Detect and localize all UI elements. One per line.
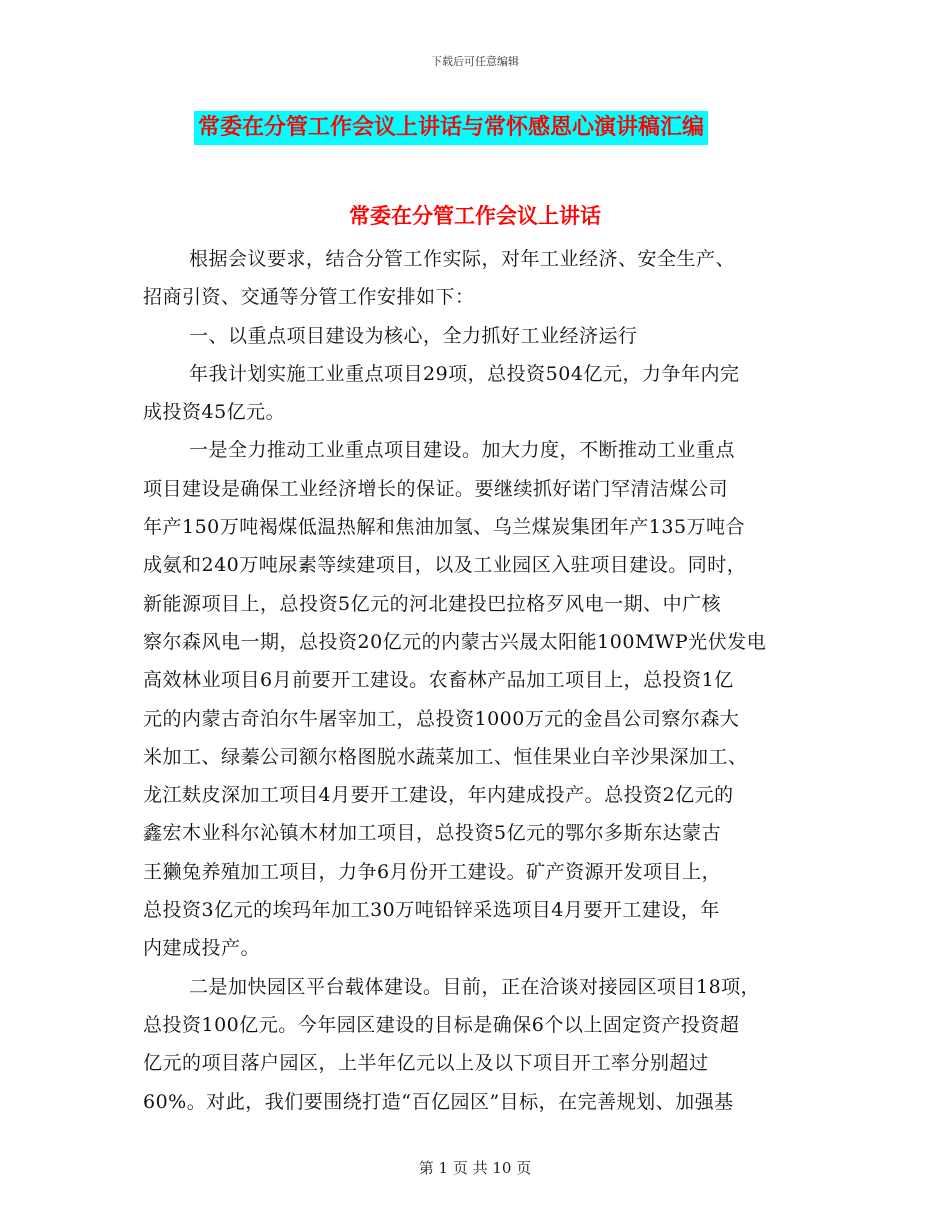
text-line: 王獭兔养殖加工项目，力争6月份开工建设。矿产资源开发项目上， xyxy=(143,860,722,883)
text-line: 总投资100亿元。今年园区建设的目标是确保6个以上固定资产投资超 xyxy=(143,1013,740,1036)
text-line: 米加工、绿蓁公司额尔格图脱水蔬菜加工、恒佳果业白辛沙果深加工、 xyxy=(143,745,748,768)
text-line: 60%。对此，我们要围绕打造“百亿园区”目标，在完善规划、加强基 xyxy=(143,1090,734,1113)
body-text xyxy=(143,240,813,1121)
text-line: 年我计划实施工业重点项目29项，总投资504亿元，力争年内完 xyxy=(189,362,740,385)
text-line: 内建成投产。 xyxy=(143,937,261,960)
section-title: 常委在分管工作会议上讲话 xyxy=(349,204,601,228)
text-line: 成氨和240万吨尿素等续建项目，以及工业园区入驻项目建设。同时， xyxy=(143,554,747,577)
page-number-footer: 第 1 页 共 10 页 xyxy=(418,1159,532,1177)
text-line: 招商引资、交通等分管工作安排如下： xyxy=(143,286,475,309)
text-line: 元的内蒙古奇泊尔牛屠宰加工，总投资1000万元的金昌公司察尔森大 xyxy=(143,707,740,730)
text-line: 亿元的项目落户园区，上半年亿元以上及以下项目开工率分别超过 xyxy=(143,1052,709,1075)
text-line: 一是全力推动工业重点项目建设。加大力度，不断推动工业重点 xyxy=(189,439,736,462)
text-line: 成投资45亿元。 xyxy=(143,401,286,424)
text-line: 二是加快园区平台载体建设。目前，正在洽谈对接园区项目18项， xyxy=(189,975,761,998)
text-line: 新能源项目上，总投资5亿元的河北建投巴拉格歹风电一期、中广核 xyxy=(143,592,722,615)
text-line: 根据会议要求，结合分管工作实际，对年工业经济、安全生产、 xyxy=(189,248,736,270)
text-line: 高效林业项目6月前要开工建设。农畜林产品加工项目上，总投资1亿 xyxy=(143,669,734,692)
text-line: 察尔森风电一期，总投资20亿元的内蒙古兴晟太阳能100MWP光伏发电 xyxy=(143,630,767,653)
text-line: 年产150万吨褐煤低温热解和焦油加氢、乌兰煤炭集团年产135万吨合 xyxy=(143,516,746,539)
document-title: 常委在分管工作会议上讲话与常怀感恩心演讲稿汇编 xyxy=(194,111,708,145)
text-line: 龙江麸皮深加工项目4月要开工建设，年内建成投产。总投资2亿元的 xyxy=(143,784,734,807)
text-line: 项目建设是确保工业经济增长的保证。要继续抓好诺门罕清洁煤公司 xyxy=(143,477,729,500)
text-line: 一、以重点项目建设为核心，全力抓好工业经济运行 xyxy=(189,324,638,347)
text-line: 鑫宏木业科尔沁镇木材加工项目，总投资5亿元的鄂尔多斯东达蒙古 xyxy=(143,822,722,845)
text-line: 总投资3亿元的埃玛年加工30万吨铅锌采选项目4月要开工建设，年 xyxy=(143,899,720,922)
header-note: 下载后可任意编辑 xyxy=(431,55,519,68)
